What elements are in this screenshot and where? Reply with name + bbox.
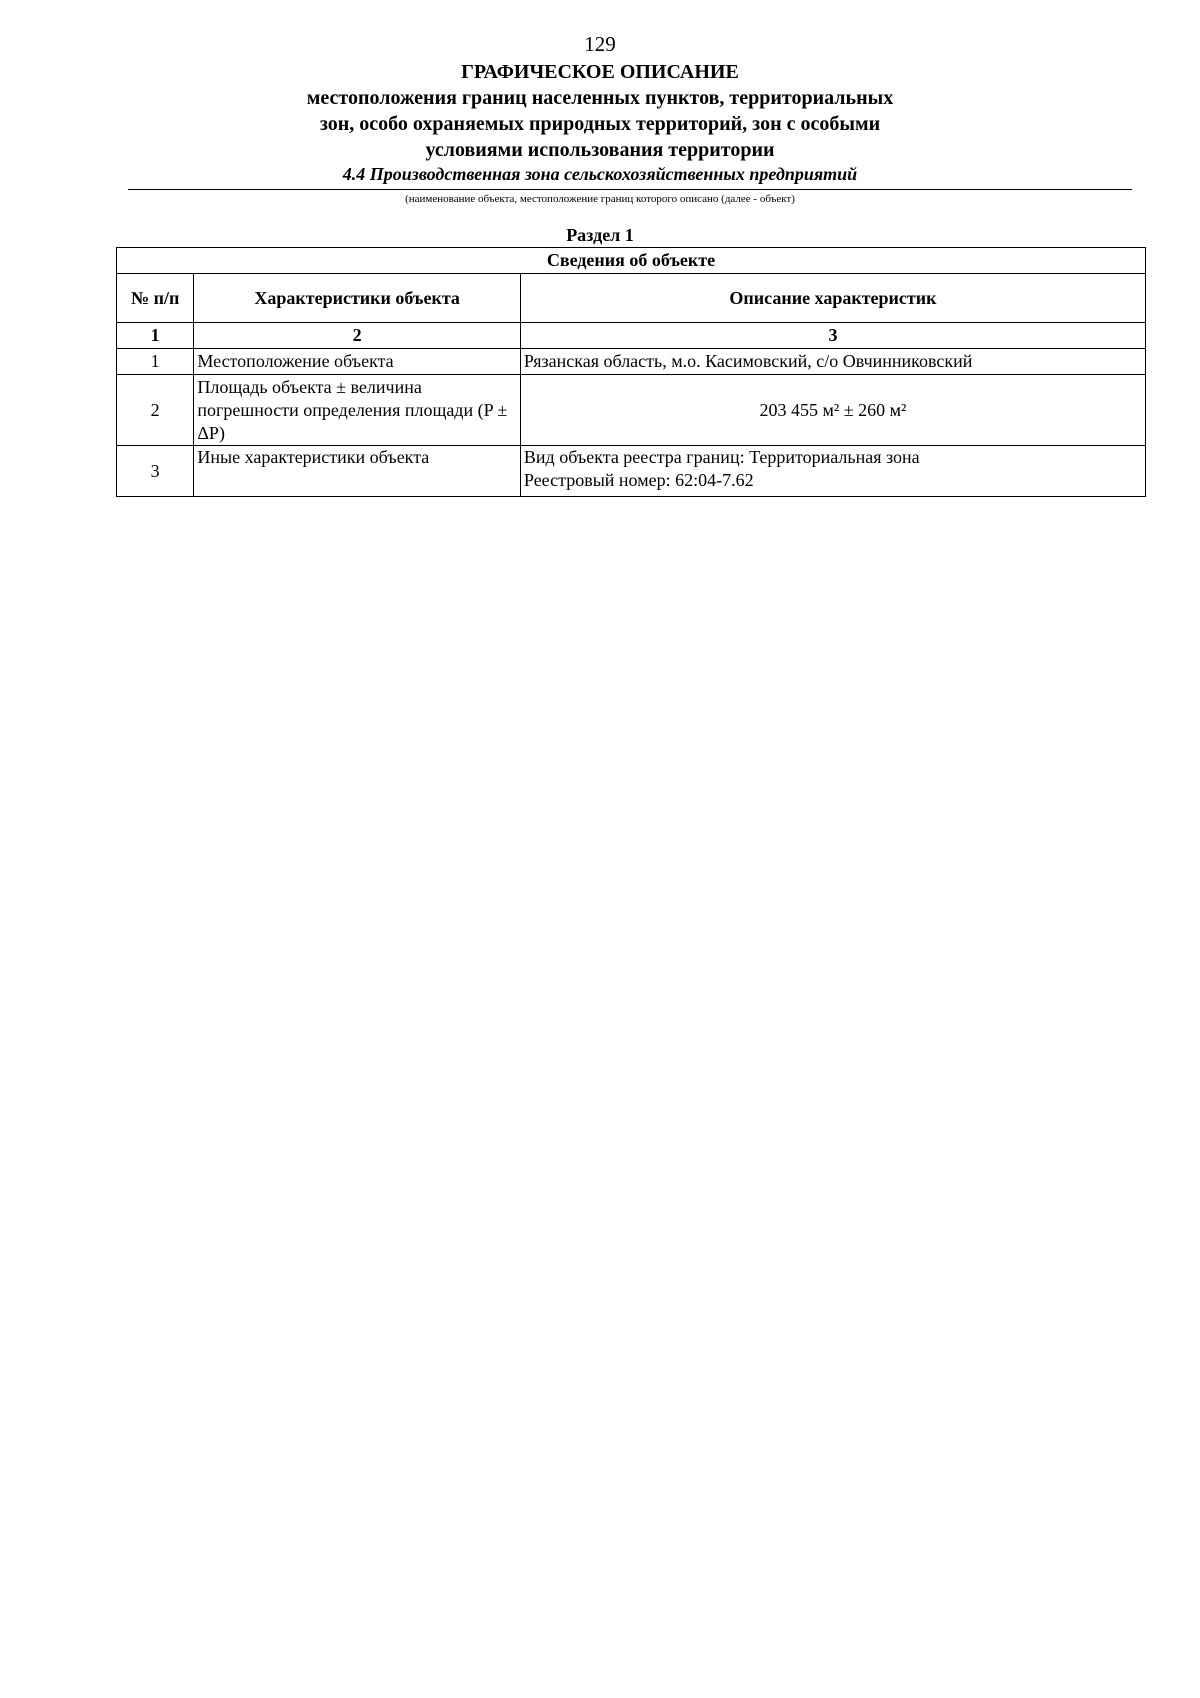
document-subtitle-line-3: условиями использования территории <box>425 139 775 161</box>
table-caption: Сведения об объекте <box>117 248 1146 274</box>
row-number: 1 <box>117 349 194 375</box>
page-number: 129 <box>584 32 616 56</box>
document-subtitle-line-1: местоположения границ населенных пунктов, территориальных <box>306 87 894 109</box>
object-name: 4.4 Производственная зона сельскохозяйственных предприятий <box>342 164 858 184</box>
document-title-block <box>0 59 1200 163</box>
column-header-characteristic: Характеристики объекта <box>194 274 521 323</box>
column-numbers-row <box>117 323 1146 349</box>
table-header-row <box>117 274 1146 323</box>
row-characteristic: Иные характеристики объекта <box>194 446 521 497</box>
row-number: 3 <box>117 446 194 497</box>
table-row <box>117 349 1146 375</box>
column-number-3: 3 <box>520 323 1145 349</box>
table-row <box>117 446 1146 497</box>
row-characteristic: Площадь объекта ± величина погрешности определения площади (P ± ΔP) <box>194 375 521 446</box>
row-description: 203 455 м² ± 260 м² <box>520 375 1145 446</box>
column-header-number: № п/п <box>117 274 194 323</box>
column-number-1: 1 <box>117 323 194 349</box>
table-row <box>117 375 1146 446</box>
object-name-caption: (наименование объекта, местоположение границ которого описано (далее - объект) <box>405 193 795 205</box>
column-header-description: Описание характеристик <box>520 274 1145 323</box>
section-title: Раздел 1 <box>566 225 634 245</box>
document-subtitle-line-2: зон, особо охраняемых природных территорий, зон с особыми <box>319 113 881 135</box>
table-caption-row <box>117 248 1146 274</box>
row-description-line-1: Вид объекта реестра границ: Территориальная зона <box>523 447 920 467</box>
column-number-2: 2 <box>194 323 521 349</box>
object-name-underline <box>128 189 1132 190</box>
row-description <box>520 446 1145 497</box>
document-title: ГРАФИЧЕСКОЕ ОПИСАНИЕ <box>461 61 739 83</box>
row-description: Рязанская область, м.о. Касимовский, с/о Овчинниковский <box>520 349 1145 375</box>
row-description-line-2: Реестровый номер: 62:04-7.62 <box>523 470 754 490</box>
row-number: 2 <box>117 375 194 446</box>
object-info-table <box>116 247 1146 497</box>
row-characteristic: Местоположение объекта <box>194 349 521 375</box>
